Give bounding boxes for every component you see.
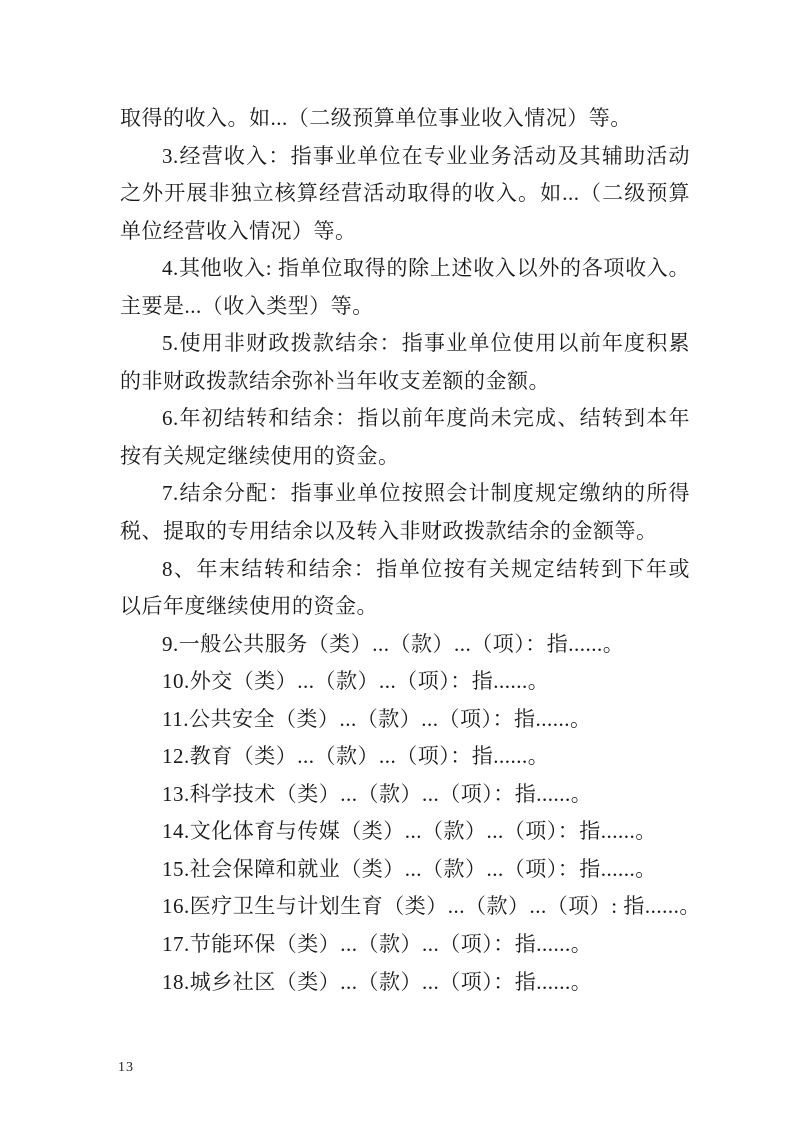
document-line: 按有关规定继续使用的资金。 xyxy=(120,443,400,468)
document-line: 14.文化体育与传媒（类）...（款）...（项）：指......。 xyxy=(162,819,657,844)
page-body xyxy=(120,100,701,1001)
document-line: 12.教育（类）...（款）...（项）：指......。 xyxy=(162,744,550,769)
document-line: 6.年初结转和结余：指以前年度尚未完成、结转到本年 xyxy=(162,406,690,431)
document-line: 4.其他收入: 指单位取得的除上述收入以外的各项收入。 xyxy=(162,256,690,281)
document-line: 以后年度继续使用的资金。 xyxy=(120,594,378,619)
document-line: 税、提取的专用结余以及转入非财政拨款结余的金额等。 xyxy=(120,519,658,544)
document-line: 单位经营收入情况）等。 xyxy=(120,218,357,243)
document-line: 17.节能环保（类）...（款）...（项）：指......。 xyxy=(162,932,593,957)
document-line: 9.一般公共服务（类）...（款）...（项）：指......。 xyxy=(162,631,625,656)
document-line: 8、年末结转和结余：指单位按有关规定结转到下年或 xyxy=(162,556,690,581)
document-line: 3.经营收入：指事业单位在专业业务活动及其辅助活动 xyxy=(162,143,690,168)
document-line: 11.公共安全（类）...（款）...（项）：指......。 xyxy=(162,706,592,731)
document-line: 13.科学技术（类）...（款）...（项）：指......。 xyxy=(162,781,593,806)
document-line: 的非财政拨款结余弥补当年收支差额的金额。 xyxy=(120,368,550,393)
page-number: 13 xyxy=(118,1060,134,1075)
document-line: 10.外交（类）...（款）...（项）：指......。 xyxy=(162,669,550,694)
document-line: 取得的收入。如...（二级预算单位事业收入情况）等。 xyxy=(120,106,632,130)
document-line: 16.医疗卫生与计划生育（类）...（款）...（项）: 指......。 xyxy=(162,894,701,919)
document-line: 之外开展非独立核算经营活动取得的收入。如...（二级预算 xyxy=(120,181,690,206)
document-line: 7.结余分配：指事业单位按照会计制度规定缴纳的所得 xyxy=(162,481,690,506)
document-line: 5.使用非财政拨款结余：指事业单位使用以前年度积累 xyxy=(162,331,690,356)
document-line: 15.社会保障和就业（类）...（款）...（项）：指......。 xyxy=(162,856,657,881)
document-line: 18.城乡社区（类）...（款）...（项）：指......。 xyxy=(162,969,593,994)
document-line: 主要是...（收入类型）等。 xyxy=(120,293,374,318)
